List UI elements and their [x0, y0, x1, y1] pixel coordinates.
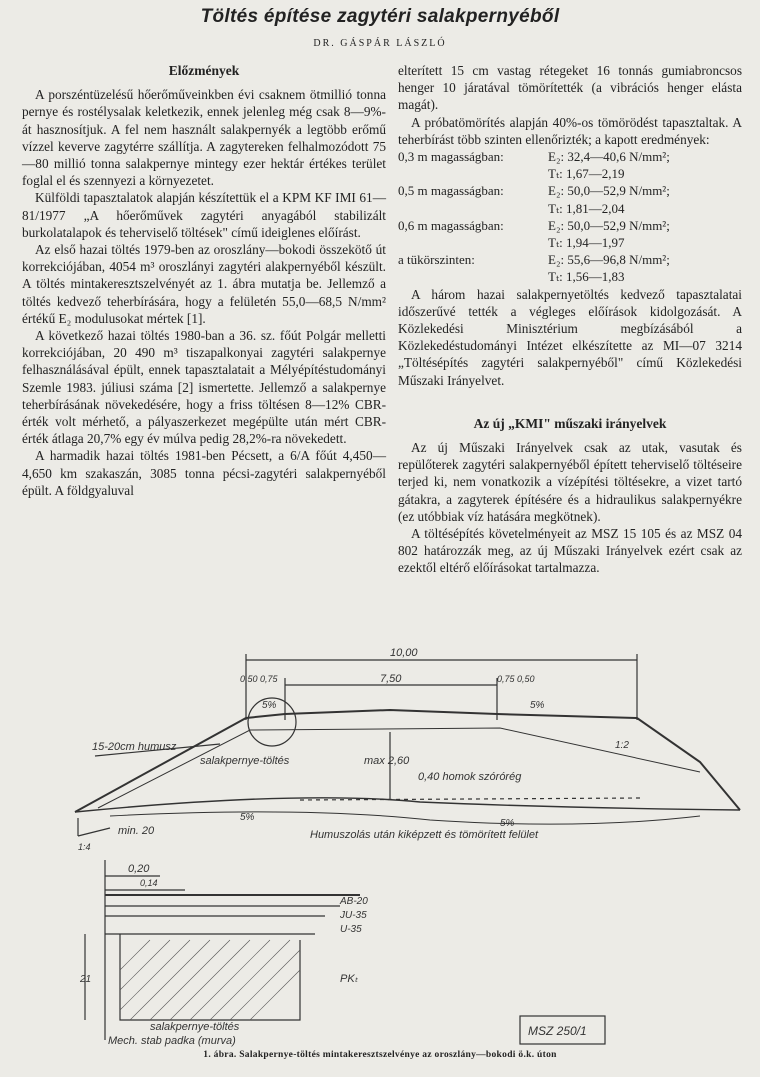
paragraph: Az új Műszaki Irányelvek csak az utak, vasutak és repülőterek zagytéri salakpernyéből épített teherviselő töltéseire terjed ki, nem vonatkozik a vízépítési töltésekre, a vizet tartó gátakra, a zagyterek építésére és a hidraulikus salakpernyékre (ez utóbbiak víz hatására megkötnek).: [398, 440, 742, 524]
slope-right-top: 5%: [530, 700, 545, 711]
label-min: min. 20: [118, 825, 155, 837]
section-heading-elozmenyek: Előzmények: [168, 63, 240, 78]
label-humus: 15-20cm humusz: [92, 741, 177, 753]
label-padka: Mech. stab padka (murva): [108, 1035, 236, 1047]
measurement-e2: E₂: 50,0—52,9 N/mm²;: [548, 217, 670, 233]
paragraph: A három hazai salakpernyetöltés kedvező tapasztalatai időszerűvé tették a végleges előírások kidolgozását. A Közlekedési Minisztérium megbízásából a Közlekedéstudományi Intézet elkészítette az MI—07 3214 „Töltésépítés zagytéri salakpernyéből" című Közlekedési Műszaki Irányelvet.: [398, 286, 742, 388]
measurement-e2: E₂: 50,0—52,9 N/mm²;: [548, 183, 670, 199]
figure-caption: 1. ábra. Salakpernye-töltés mintakeresztszelvénye az oroszlány—bokodi ö.k. úton: [203, 1050, 557, 1060]
layer-ab20: AB-20: [340, 896, 368, 907]
slope-left-top: 5%: [262, 700, 277, 711]
measurement-tt: Tₜ: 1,94—1,97: [548, 235, 625, 251]
paragraph: A próbatömörítés alapján 40%-os tömörödést tapasztaltak. A teherbírást több szinten ellenőrizték; a kapott eredmények:: [398, 114, 742, 147]
paragraph: Külföldi tapasztalatok alapján készítettük el a KPM KF IMI 61—81/1977 „A hőerőművek zagytéri anyagából stabilizált burkolatalapok és teherviselő töltések" című ideiglenes előírást.: [22, 190, 386, 240]
measurement-label: 0,3 m magasságban:: [398, 149, 504, 165]
dim-right-shoulder: 0,75 0,50: [497, 674, 535, 684]
label-fill: salakpernye-töltés: [200, 755, 290, 767]
dim-total: 10,00: [390, 647, 418, 659]
paragraph: A harmadik hazai töltés 1981-ben Pécsett, a 6/A főút 4,450—4,650 km szakaszán, 3085 tonna pécsi-zagytéri salakpernyéből épült. A földgyaluval: [22, 448, 386, 498]
cross-section-figure: [0, 640, 760, 1050]
measurement-tt: Tₜ: 1,56—1,83: [548, 269, 625, 285]
measurement-label: a tükörszinten:: [398, 252, 475, 268]
author-name: DR. GÁSPÁR LÁSZLÓ: [313, 38, 447, 49]
measurement-tt: Tₜ: 1,81—2,04: [548, 200, 625, 216]
label-max: max 2,60: [364, 755, 410, 767]
dim-left-shoulder: 0,50 0,75: [240, 674, 278, 684]
paragraph: A porszéntüzelésű hőerőműveinkben évi csaknem ötmillió tonna pernye és rostélysalak keletkezik, ennek jelenleg még csak 8—9%-át hasznosítjuk. A fel nem használt salakpernyék a legtöbb erőmű vízzel keverve zagytérre szállítja. A zagytereken felhalmozódott 75—80 millió tonna salakpernye mintegy ezer hektár értékes terület foglal el és szennyezi a környezetet.: [22, 87, 386, 189]
paragraph: Az első hazai töltés 1979-ben az oroszlány—bokodi összekötő út korrekciójában, 4054 m³ oroszlányi zagytéri alakpernyéből készült. A töltés mintakeresztszelvényét az 1. ábra mutatja be. Jellemző a töltés kedvező teherbírására, hogy a felületén 55,0—68,5 N/mm² értékű E₂ modulusokat mértek [1].: [22, 242, 386, 326]
label-pk: PKₜ: [340, 973, 358, 985]
paragraph: A következő hazai töltés 1980-ban a 36. sz. főút Polgár melletti korrekciójában, 20 490 m³ tiszapalkonyai zagytéri salakpernye felhasználásával épült, ennek tapasztalatait a Mélyépítéstudományi Szemle 1983. júliusi száma [2] ismertette. Jellemző a salakpernye teherbírásának növekedésére, hogy a friss töltésen 8—12% CBR-érték volt mérhető, a pályaszerkezet megépülte után mért CBR-érték átlaga 20,7% egy év múlva pedig 28,2%-ra növekedett.: [22, 328, 386, 447]
label-base-left: 5%: [240, 812, 255, 823]
layer-u35: U-35: [340, 924, 362, 935]
label-sand: 0,40 homok szórórég: [418, 771, 522, 783]
label-bottom: Humuszolás után kiképzett és tömörített felület: [310, 829, 539, 841]
measurement-e2: E₂: 32,4—40,6 N/mm²;: [548, 149, 670, 165]
label-base-scale: 1:4: [78, 842, 91, 852]
label-base-right: 5%: [500, 818, 515, 829]
measurement-tt: Tₜ: 1,67—2,19: [548, 166, 625, 182]
measurement-label: 0,6 m magasságban:: [398, 217, 504, 233]
detail-w2: 0,14: [140, 878, 158, 888]
paragraph: A töltésépítés követelményeit az MSZ 15 105 és az MSZ 04 802 határozzák meg, az új Műszaki Irányelvek ezért csak az ezektől eltérő előírásokat tartalmazza.: [398, 526, 742, 576]
right-column: [398, 62, 742, 577]
section-heading-kmi: Az új „KMI" műszaki irányelvek: [473, 415, 667, 431]
article-title: Töltés építése zagytéri salakpernyéből: [200, 6, 560, 27]
measurement-e2: E₂: 55,6—96,8 N/mm²;: [548, 252, 670, 268]
paragraph: elterített 15 cm vastag rétegeket 16 tonnás gumiabroncsos henger 10 járatával tömörítették (a vibrációs henger elásta magát).: [398, 63, 742, 113]
left-column: [22, 62, 386, 499]
label-detail-fill: salakpernye-töltés: [150, 1021, 240, 1033]
stamp: MSZ 250/1: [528, 1024, 587, 1038]
slope-side: 1:2: [615, 740, 629, 751]
layer-height: 21: [80, 974, 92, 985]
measurement-table: [398, 148, 742, 286]
dim-top: 7,50: [380, 673, 402, 685]
detail-w1: 0,20: [128, 863, 150, 875]
layer-ju35: JU-35: [340, 910, 367, 921]
measurement-label: 0,5 m magasságban:: [398, 183, 504, 199]
